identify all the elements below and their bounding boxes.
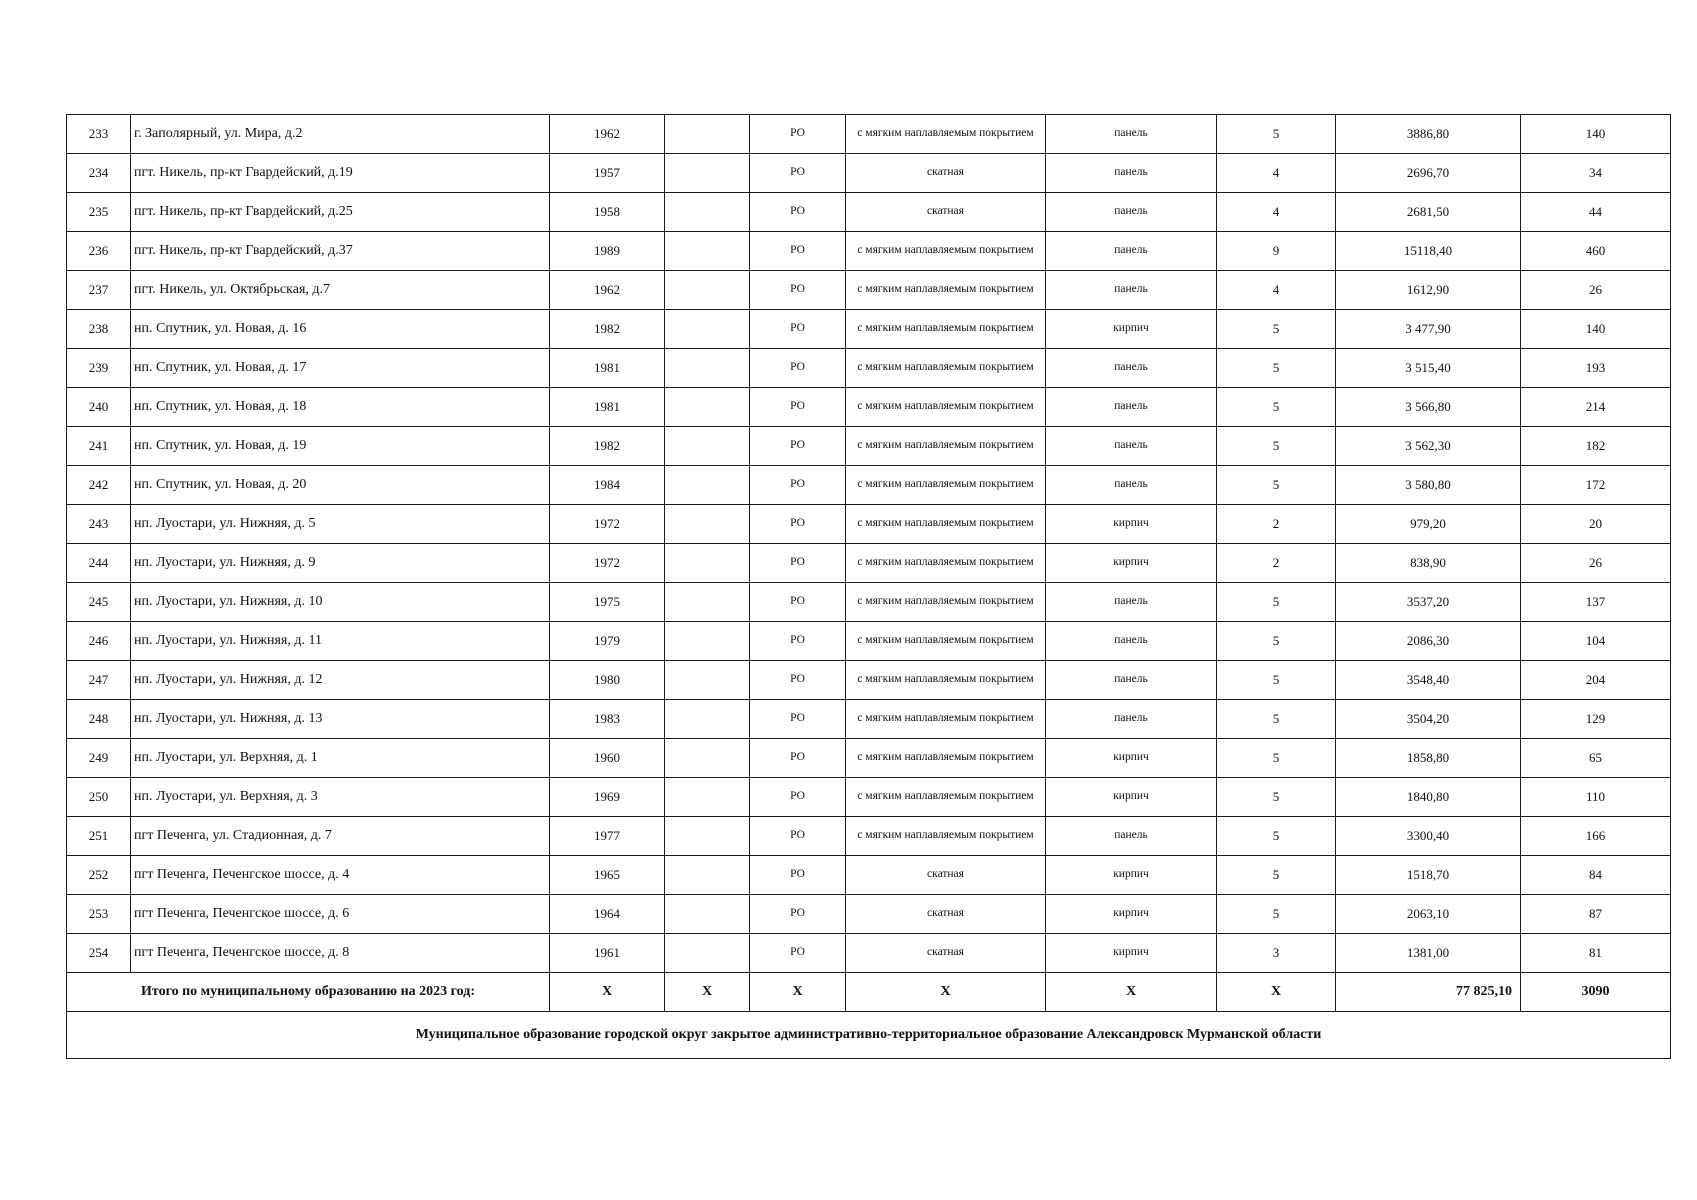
- address-cell: пгт Печенга, Печенгское шоссе, д. 4: [131, 856, 550, 895]
- area-cell: 2681,50: [1336, 193, 1521, 232]
- residents-cell: 87: [1521, 895, 1671, 934]
- area-cell: 3537,20: [1336, 583, 1521, 622]
- wall-material-cell: кирпич: [1046, 739, 1217, 778]
- year-built-cell: 1960: [550, 739, 665, 778]
- table-row: [67, 739, 1671, 778]
- residents-cell: 460: [1521, 232, 1671, 271]
- row-number-cell: 254: [67, 934, 131, 973]
- residents-cell: 204: [1521, 661, 1671, 700]
- table-row: [67, 232, 1671, 271]
- empty-cell: [665, 934, 750, 973]
- empty-cell: [665, 856, 750, 895]
- table-row: [67, 622, 1671, 661]
- row-number-cell: 253: [67, 895, 131, 934]
- address-cell: нп. Спутник, ул. Новая, д. 18: [131, 388, 550, 427]
- year-built-cell: 1977: [550, 817, 665, 856]
- fund-type-cell: РО: [750, 466, 846, 505]
- address-cell: нп. Луостари, ул. Нижняя, д. 9: [131, 544, 550, 583]
- fund-type-cell: РО: [750, 856, 846, 895]
- address-cell: нп. Луостари, ул. Нижняя, д. 10: [131, 583, 550, 622]
- row-number-cell: 252: [67, 856, 131, 895]
- floors-cell: 5: [1217, 700, 1336, 739]
- year-built-cell: 1957: [550, 154, 665, 193]
- table-row: [67, 778, 1671, 817]
- address-cell: пгт Печенга, Печенгское шоссе, д. 8: [131, 934, 550, 973]
- housing-registry-table: [66, 114, 1671, 1059]
- address-cell: пгт. Никель, пр-кт Гвардейский, д.25: [131, 193, 550, 232]
- table-row: [67, 700, 1671, 739]
- area-cell: 3504,20: [1336, 700, 1521, 739]
- floors-cell: 5: [1217, 466, 1336, 505]
- year-built-cell: 1983: [550, 700, 665, 739]
- wall-material-cell: кирпич: [1046, 895, 1217, 934]
- floors-cell: 5: [1217, 895, 1336, 934]
- fund-type-cell: РО: [750, 661, 846, 700]
- area-cell: 3 477,90: [1336, 310, 1521, 349]
- area-cell: 3 515,40: [1336, 349, 1521, 388]
- roof-type-cell: с мягким наплавляемым покрытием: [846, 739, 1046, 778]
- roof-type-cell: с мягким наплавляемым покрытием: [846, 115, 1046, 154]
- municipality-heading-row: [67, 1012, 1671, 1059]
- wall-material-cell: панель: [1046, 622, 1217, 661]
- fund-type-cell: РО: [750, 310, 846, 349]
- empty-cell: [665, 154, 750, 193]
- empty-cell: [665, 193, 750, 232]
- residents-cell: 26: [1521, 271, 1671, 310]
- fund-type-cell: РО: [750, 505, 846, 544]
- table-row: [67, 817, 1671, 856]
- area-cell: 3 580,80: [1336, 466, 1521, 505]
- empty-cell: [665, 505, 750, 544]
- wall-material-cell: панель: [1046, 271, 1217, 310]
- roof-type-cell: скатная: [846, 934, 1046, 973]
- table-row: [67, 934, 1671, 973]
- area-cell: 1381,00: [1336, 934, 1521, 973]
- address-cell: нп. Спутник, ул. Новая, д. 20: [131, 466, 550, 505]
- total-row: [67, 973, 1671, 1012]
- table-row: [67, 115, 1671, 154]
- area-cell: 3548,40: [1336, 661, 1521, 700]
- fund-type-cell: РО: [750, 193, 846, 232]
- empty-cell: [665, 661, 750, 700]
- row-number-cell: 247: [67, 661, 131, 700]
- empty-cell: [665, 232, 750, 271]
- empty-cell: [665, 427, 750, 466]
- year-built-cell: 1972: [550, 505, 665, 544]
- area-cell: 2696,70: [1336, 154, 1521, 193]
- fund-type-cell: РО: [750, 895, 846, 934]
- floors-cell: 5: [1217, 661, 1336, 700]
- empty-cell: [665, 700, 750, 739]
- table-row: [67, 427, 1671, 466]
- total-residents: 3090: [1521, 973, 1671, 1012]
- floors-cell: 9: [1217, 232, 1336, 271]
- residents-cell: 182: [1521, 427, 1671, 466]
- area-cell: 2063,10: [1336, 895, 1521, 934]
- address-cell: пгт Печенга, Печенгское шоссе, д. 6: [131, 895, 550, 934]
- row-number-cell: 233: [67, 115, 131, 154]
- residents-cell: 20: [1521, 505, 1671, 544]
- row-number-cell: 246: [67, 622, 131, 661]
- residents-cell: 140: [1521, 310, 1671, 349]
- roof-type-cell: скатная: [846, 895, 1046, 934]
- residents-cell: 44: [1521, 193, 1671, 232]
- roof-type-cell: с мягким наплавляемым покрытием: [846, 661, 1046, 700]
- roof-type-cell: с мягким наплавляемым покрытием: [846, 271, 1046, 310]
- floors-cell: 5: [1217, 427, 1336, 466]
- row-number-cell: 243: [67, 505, 131, 544]
- fund-type-cell: РО: [750, 349, 846, 388]
- residents-cell: 81: [1521, 934, 1671, 973]
- table-row: [67, 388, 1671, 427]
- roof-type-cell: скатная: [846, 856, 1046, 895]
- row-number-cell: 235: [67, 193, 131, 232]
- address-cell: нп. Луостари, ул. Верхняя, д. 1: [131, 739, 550, 778]
- empty-cell: [665, 817, 750, 856]
- floors-cell: 5: [1217, 739, 1336, 778]
- year-built-cell: 1979: [550, 622, 665, 661]
- area-cell: 979,20: [1336, 505, 1521, 544]
- roof-type-cell: с мягким наплавляемым покрытием: [846, 583, 1046, 622]
- roof-type-cell: с мягким наплавляемым покрытием: [846, 622, 1046, 661]
- empty-cell: [665, 622, 750, 661]
- fund-type-cell: РО: [750, 622, 846, 661]
- wall-material-cell: кирпич: [1046, 505, 1217, 544]
- table-row: [67, 895, 1671, 934]
- row-number-cell: 237: [67, 271, 131, 310]
- fund-type-cell: РО: [750, 700, 846, 739]
- year-built-cell: 1975: [550, 583, 665, 622]
- roof-type-cell: с мягким наплавляемым покрытием: [846, 505, 1046, 544]
- floors-cell: 4: [1217, 193, 1336, 232]
- table-row: [67, 154, 1671, 193]
- residents-cell: 110: [1521, 778, 1671, 817]
- fund-type-cell: РО: [750, 115, 846, 154]
- year-built-cell: 1962: [550, 115, 665, 154]
- residents-cell: 129: [1521, 700, 1671, 739]
- floors-cell: 3: [1217, 934, 1336, 973]
- total-x-mark: X: [1046, 973, 1217, 1012]
- fund-type-cell: РО: [750, 427, 846, 466]
- wall-material-cell: панель: [1046, 817, 1217, 856]
- wall-material-cell: панель: [1046, 349, 1217, 388]
- year-built-cell: 1989: [550, 232, 665, 271]
- floors-cell: 4: [1217, 271, 1336, 310]
- empty-cell: [665, 466, 750, 505]
- row-number-cell: 236: [67, 232, 131, 271]
- residents-cell: 26: [1521, 544, 1671, 583]
- floors-cell: 5: [1217, 115, 1336, 154]
- residents-cell: 172: [1521, 466, 1671, 505]
- floors-cell: 5: [1217, 817, 1336, 856]
- address-cell: г. Заполярный, ул. Мира, д.2: [131, 115, 550, 154]
- roof-type-cell: с мягким наплавляемым покрытием: [846, 700, 1046, 739]
- fund-type-cell: РО: [750, 817, 846, 856]
- floors-cell: 5: [1217, 583, 1336, 622]
- year-built-cell: 1982: [550, 427, 665, 466]
- year-built-cell: 1984: [550, 466, 665, 505]
- area-cell: 1840,80: [1336, 778, 1521, 817]
- address-cell: нп. Луостари, ул. Нижняя, д. 13: [131, 700, 550, 739]
- fund-type-cell: РО: [750, 583, 846, 622]
- residents-cell: 84: [1521, 856, 1671, 895]
- total-label: Итого по муниципальному образованию на 2023 год:: [67, 973, 550, 1012]
- area-cell: 3 566,80: [1336, 388, 1521, 427]
- table-row: [67, 193, 1671, 232]
- floors-cell: 2: [1217, 544, 1336, 583]
- table-row: [67, 349, 1671, 388]
- table-row: [67, 310, 1671, 349]
- residents-cell: 214: [1521, 388, 1671, 427]
- roof-type-cell: с мягким наплавляемым покрытием: [846, 349, 1046, 388]
- wall-material-cell: панель: [1046, 466, 1217, 505]
- wall-material-cell: панель: [1046, 232, 1217, 271]
- residents-cell: 166: [1521, 817, 1671, 856]
- empty-cell: [665, 544, 750, 583]
- wall-material-cell: панель: [1046, 583, 1217, 622]
- address-cell: нп. Спутник, ул. Новая, д. 19: [131, 427, 550, 466]
- empty-cell: [665, 271, 750, 310]
- empty-cell: [665, 778, 750, 817]
- floors-cell: 4: [1217, 154, 1336, 193]
- year-built-cell: 1961: [550, 934, 665, 973]
- wall-material-cell: панель: [1046, 388, 1217, 427]
- empty-cell: [665, 895, 750, 934]
- fund-type-cell: РО: [750, 271, 846, 310]
- empty-cell: [665, 115, 750, 154]
- row-number-cell: 251: [67, 817, 131, 856]
- area-cell: 1518,70: [1336, 856, 1521, 895]
- empty-cell: [665, 310, 750, 349]
- address-cell: пгт. Никель, пр-кт Гвардейский, д.37: [131, 232, 550, 271]
- table-row: [67, 544, 1671, 583]
- roof-type-cell: скатная: [846, 193, 1046, 232]
- year-built-cell: 1972: [550, 544, 665, 583]
- wall-material-cell: кирпич: [1046, 856, 1217, 895]
- fund-type-cell: РО: [750, 739, 846, 778]
- residents-cell: 140: [1521, 115, 1671, 154]
- total-area: 77 825,10: [1336, 973, 1521, 1012]
- wall-material-cell: кирпич: [1046, 310, 1217, 349]
- floors-cell: 5: [1217, 778, 1336, 817]
- area-cell: 3 562,30: [1336, 427, 1521, 466]
- wall-material-cell: панель: [1046, 154, 1217, 193]
- roof-type-cell: с мягким наплавляемым покрытием: [846, 544, 1046, 583]
- roof-type-cell: с мягким наплавляемым покрытием: [846, 427, 1046, 466]
- floors-cell: 2: [1217, 505, 1336, 544]
- wall-material-cell: панель: [1046, 661, 1217, 700]
- row-number-cell: 239: [67, 349, 131, 388]
- row-number-cell: 248: [67, 700, 131, 739]
- row-number-cell: 234: [67, 154, 131, 193]
- wall-material-cell: кирпич: [1046, 778, 1217, 817]
- total-x-mark: X: [550, 973, 665, 1012]
- floors-cell: 5: [1217, 622, 1336, 661]
- residents-cell: 137: [1521, 583, 1671, 622]
- fund-type-cell: РО: [750, 778, 846, 817]
- fund-type-cell: РО: [750, 934, 846, 973]
- residents-cell: 34: [1521, 154, 1671, 193]
- area-cell: 1858,80: [1336, 739, 1521, 778]
- residents-cell: 104: [1521, 622, 1671, 661]
- wall-material-cell: кирпич: [1046, 544, 1217, 583]
- floors-cell: 5: [1217, 856, 1336, 895]
- row-number-cell: 249: [67, 739, 131, 778]
- address-cell: нп. Спутник, ул. Новая, д. 16: [131, 310, 550, 349]
- address-cell: пгт Печенга, ул. Стадионная, д. 7: [131, 817, 550, 856]
- registry-body: [67, 115, 1671, 1059]
- year-built-cell: 1964: [550, 895, 665, 934]
- floors-cell: 5: [1217, 310, 1336, 349]
- wall-material-cell: кирпич: [1046, 934, 1217, 973]
- year-built-cell: 1981: [550, 388, 665, 427]
- address-cell: нп. Луостари, ул. Нижняя, д. 11: [131, 622, 550, 661]
- area-cell: 15118,40: [1336, 232, 1521, 271]
- table-row: [67, 661, 1671, 700]
- fund-type-cell: РО: [750, 544, 846, 583]
- total-x-mark: X: [750, 973, 846, 1012]
- floors-cell: 5: [1217, 388, 1336, 427]
- wall-material-cell: панель: [1046, 700, 1217, 739]
- address-cell: пгт. Никель, пр-кт Гвардейский, д.19: [131, 154, 550, 193]
- area-cell: 838,90: [1336, 544, 1521, 583]
- empty-cell: [665, 583, 750, 622]
- table-row: [67, 466, 1671, 505]
- table-row: [67, 271, 1671, 310]
- table-row: [67, 583, 1671, 622]
- wall-material-cell: панель: [1046, 193, 1217, 232]
- area-cell: 3300,40: [1336, 817, 1521, 856]
- empty-cell: [665, 388, 750, 427]
- total-x-mark: X: [665, 973, 750, 1012]
- wall-material-cell: панель: [1046, 115, 1217, 154]
- year-built-cell: 1981: [550, 349, 665, 388]
- year-built-cell: 1965: [550, 856, 665, 895]
- address-cell: нп. Спутник, ул. Новая, д. 17: [131, 349, 550, 388]
- fund-type-cell: РО: [750, 154, 846, 193]
- year-built-cell: 1982: [550, 310, 665, 349]
- roof-type-cell: с мягким наплавляемым покрытием: [846, 310, 1046, 349]
- roof-type-cell: с мягким наплавляемым покрытием: [846, 232, 1046, 271]
- empty-cell: [665, 349, 750, 388]
- table-row: [67, 856, 1671, 895]
- area-cell: 2086,30: [1336, 622, 1521, 661]
- floors-cell: 5: [1217, 349, 1336, 388]
- address-cell: нп. Луостари, ул. Нижняя, д. 5: [131, 505, 550, 544]
- empty-cell: [665, 739, 750, 778]
- year-built-cell: 1962: [550, 271, 665, 310]
- roof-type-cell: с мягким наплавляемым покрытием: [846, 817, 1046, 856]
- row-number-cell: 244: [67, 544, 131, 583]
- area-cell: 1612,90: [1336, 271, 1521, 310]
- municipality-heading: Муниципальное образование городской округ закрытое административно-территориальное образование Александровск Мурманской области: [67, 1012, 1671, 1059]
- address-cell: нп. Луостари, ул. Верхняя, д. 3: [131, 778, 550, 817]
- year-built-cell: 1958: [550, 193, 665, 232]
- year-built-cell: 1980: [550, 661, 665, 700]
- table-row: [67, 505, 1671, 544]
- roof-type-cell: с мягким наплавляемым покрытием: [846, 388, 1046, 427]
- residents-cell: 65: [1521, 739, 1671, 778]
- row-number-cell: 241: [67, 427, 131, 466]
- roof-type-cell: скатная: [846, 154, 1046, 193]
- year-built-cell: 1969: [550, 778, 665, 817]
- total-x-mark: X: [846, 973, 1046, 1012]
- residents-cell: 193: [1521, 349, 1671, 388]
- area-cell: 3886,80: [1336, 115, 1521, 154]
- row-number-cell: 238: [67, 310, 131, 349]
- row-number-cell: 245: [67, 583, 131, 622]
- fund-type-cell: РО: [750, 388, 846, 427]
- total-x-mark: X: [1217, 973, 1336, 1012]
- wall-material-cell: панель: [1046, 427, 1217, 466]
- row-number-cell: 242: [67, 466, 131, 505]
- roof-type-cell: с мягким наплавляемым покрытием: [846, 466, 1046, 505]
- address-cell: пгт. Никель, ул. Октябрьская, д.7: [131, 271, 550, 310]
- row-number-cell: 250: [67, 778, 131, 817]
- address-cell: нп. Луостари, ул. Нижняя, д. 12: [131, 661, 550, 700]
- roof-type-cell: с мягким наплавляемым покрытием: [846, 778, 1046, 817]
- row-number-cell: 240: [67, 388, 131, 427]
- fund-type-cell: РО: [750, 232, 846, 271]
